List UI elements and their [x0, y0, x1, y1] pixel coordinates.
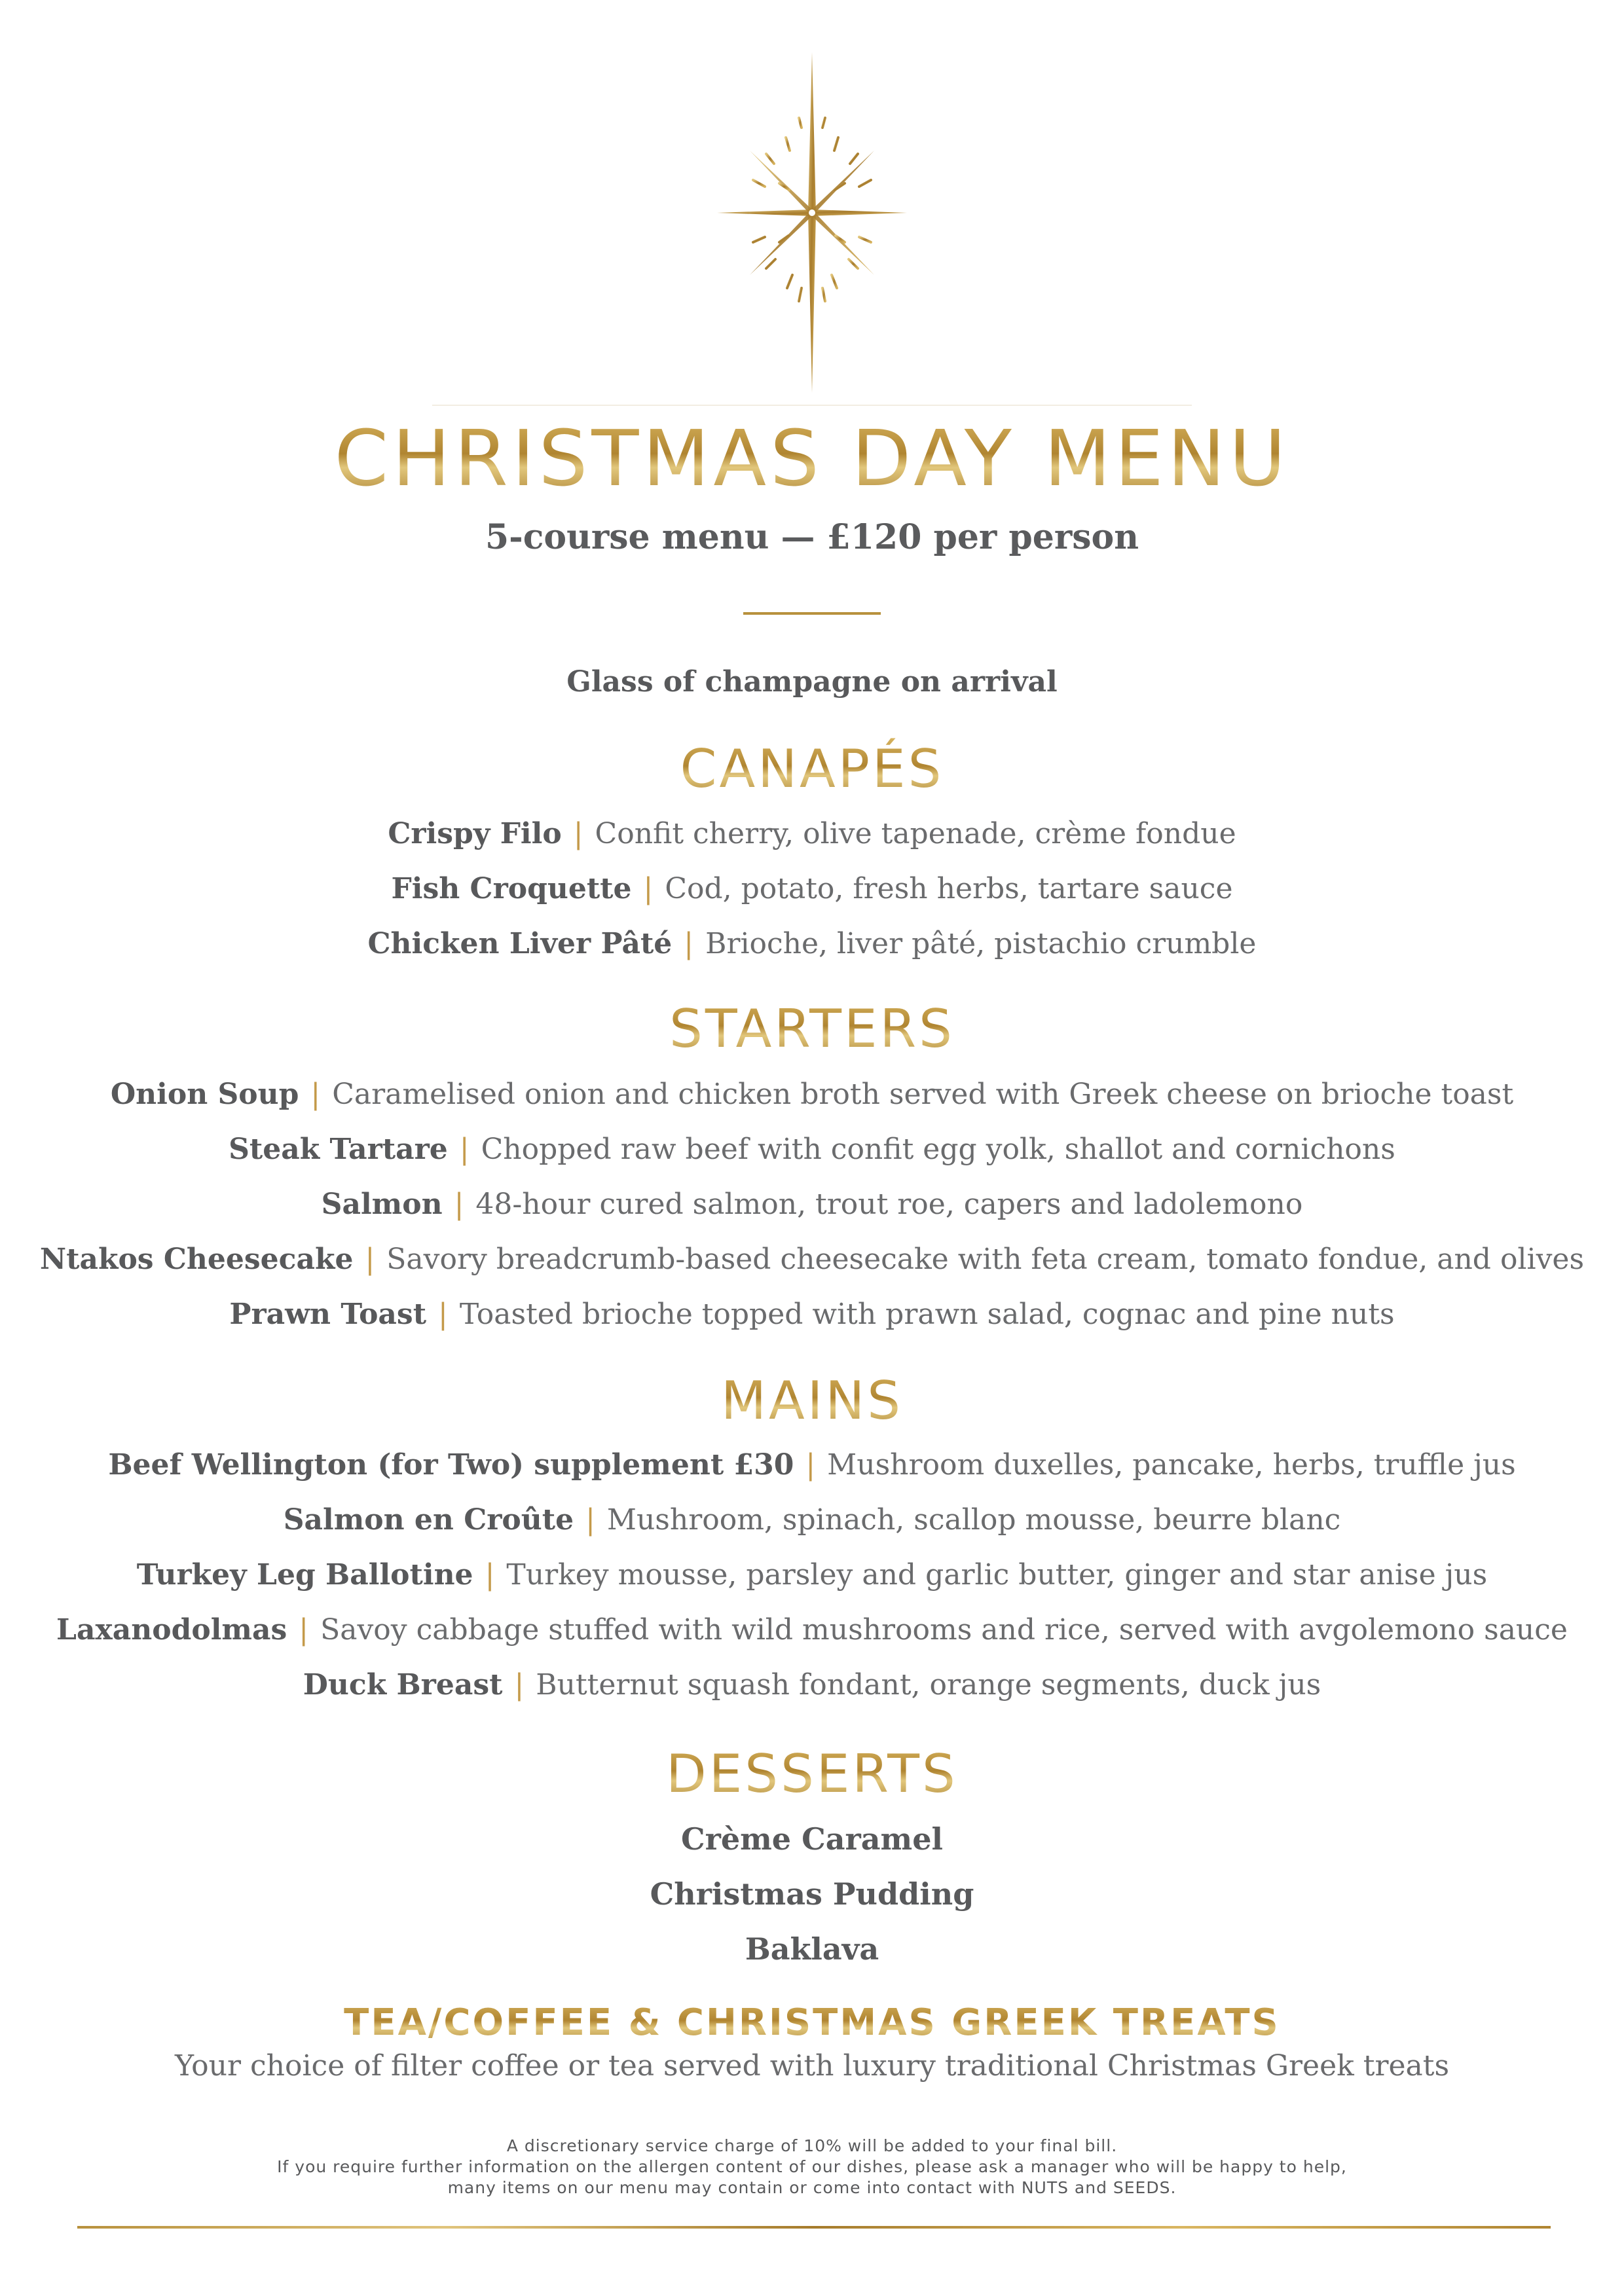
item-description: Savory breadcrumb-based cheesecake with feta cream, tomato fondue, and olives — [386, 1243, 1585, 1276]
item-description: Mushroom, spinach, scallop mousse, beurre blanc — [606, 1503, 1341, 1537]
item-separator: | — [310, 1078, 321, 1111]
item-description: Chopped raw beef with confit egg yolk, shallot and cornichons — [481, 1133, 1395, 1166]
item-description: Savoy cabbage stuffed with wild mushrooms and rice, served with avgolemono sauce — [320, 1613, 1568, 1647]
treats-description: Your choice of filter coffee or tea served with luxury traditional Christmas Greek treats — [174, 2049, 1450, 2083]
item-separator: | — [454, 1188, 464, 1221]
menu-item — [0, 1239, 1624, 1281]
menu-item — [0, 1294, 1624, 1336]
dessert-item: Crème Caramel — [681, 1821, 943, 1857]
item-description: Turkey mousse, parsley and garlic butter, ginger and star anise jus — [506, 1558, 1488, 1592]
dessert-item: Baklava — [745, 1931, 879, 1967]
menu-item — [0, 1074, 1624, 1116]
item-separator: | — [684, 927, 694, 960]
header-hairline — [432, 405, 1192, 406]
item-separator: | — [643, 872, 654, 905]
starters-heading: STARTERS — [0, 996, 1624, 1062]
item-description: Mushroom duxelles, pancake, herbs, truffle jus — [827, 1448, 1516, 1482]
item-description: Caramelised onion and chicken broth served with Greek cheese on brioche toast — [332, 1078, 1514, 1111]
treats-heading: TEA/COFFEE & CHRISTMAS GREEK TREATS — [0, 1998, 1624, 2048]
header-divider — [743, 612, 881, 615]
item-description: Confit cherry, olive tapenade, crème fondue — [595, 817, 1236, 850]
item-separator: | — [438, 1298, 448, 1331]
mains-heading: MAINS — [0, 1368, 1624, 1434]
canapes-heading: CANAPÉS — [0, 737, 1624, 802]
item-separator: | — [299, 1613, 309, 1647]
allergen-note-continued: many items on our menu may contain or come into contact with NUTS and SEEDS. — [447, 2178, 1177, 2197]
item-description: Cod, potato, fresh herbs, tartare sauce — [665, 872, 1233, 905]
item-separator: | — [573, 817, 583, 850]
item-name: Prawn Toast — [229, 1298, 427, 1331]
item-separator: | — [485, 1558, 495, 1592]
item-name: Duck Breast — [303, 1668, 503, 1702]
item-name: Ntakos Cheesecake — [39, 1243, 354, 1276]
menu-item — [0, 923, 1624, 965]
north-star-icon — [714, 52, 910, 399]
arrival-note: Glass of champagne on arrival — [566, 665, 1058, 699]
menu-item — [0, 1184, 1624, 1226]
item-name: Salmon en Croûte — [283, 1503, 574, 1537]
menu-item — [0, 1129, 1624, 1171]
item-separator: | — [365, 1243, 375, 1276]
footer-rule — [77, 2226, 1551, 2229]
item-name: Turkey Leg Ballotine — [136, 1558, 473, 1592]
item-description: 48-hour cured salmon, trout roe, capers and ladolemono — [475, 1188, 1303, 1221]
menu-item — [0, 868, 1624, 910]
menu-item — [0, 1609, 1624, 1651]
item-name: Onion Soup — [110, 1078, 299, 1111]
item-description: Butternut squash fondant, orange segments, duck jus — [536, 1668, 1321, 1702]
menu-item — [0, 1444, 1624, 1486]
item-description: Brioche, liver pâté, pistachio crumble — [705, 927, 1257, 960]
item-name: Chicken Liver Pâté — [367, 927, 673, 960]
item-name: Salmon — [321, 1188, 443, 1221]
item-name: Fish Croquette — [391, 872, 632, 905]
menu-item — [0, 1554, 1624, 1596]
allergen-note: If you require further information on the allergen content of our dishes, please ask a manager who will be happy to help, — [277, 2157, 1347, 2176]
menu-item — [0, 1499, 1624, 1541]
item-description: Toasted brioche topped with prawn salad, cognac and pine nuts — [459, 1298, 1395, 1331]
item-name: Beef Wellington (for Two) supplement £30 — [108, 1448, 794, 1482]
desserts-heading: DESSERTS — [0, 1741, 1624, 1807]
item-name: Steak Tartare — [229, 1133, 448, 1166]
menu-item — [0, 1664, 1624, 1706]
item-separator: | — [459, 1133, 470, 1166]
item-separator: | — [805, 1448, 816, 1482]
menu-price: 5-course menu — £120 per person — [485, 517, 1139, 557]
item-separator: | — [585, 1503, 595, 1537]
dessert-item: Christmas Pudding — [650, 1876, 974, 1912]
item-name: Laxanodolmas — [56, 1613, 287, 1647]
item-name: Crispy Filo — [388, 817, 562, 850]
service-charge-note: A discretionary service charge of 10% will be added to your final bill. — [506, 2136, 1118, 2155]
item-separator: | — [514, 1668, 525, 1702]
page-title: CHRISTMAS DAY MENU — [0, 412, 1624, 504]
menu-item — [0, 813, 1624, 855]
